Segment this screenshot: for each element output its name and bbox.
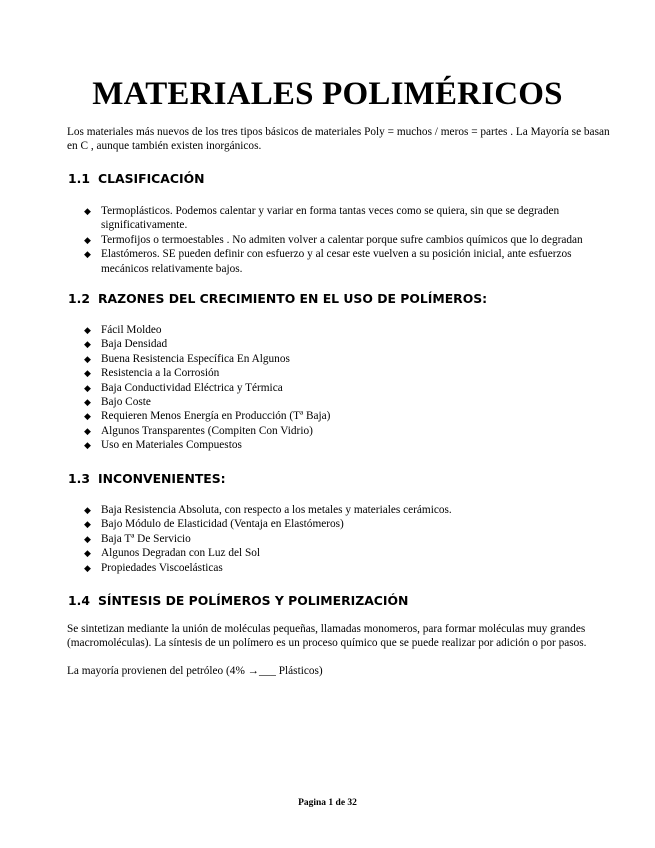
list-item: ◆ Algunos Degradan con Luz del Sol	[84, 547, 261, 560]
list-item: ◆ Elastómeros. SE pueden definir con esfuerzo y al cesar este vuelven a su posición inicial, ante esfuerzos mecánicos relativamente bajos.	[84, 248, 572, 275]
list-item: ◆ Requieren Menos Energía en Producción (Tª Baja)	[84, 410, 331, 423]
section-heading-clasificacion	[68, 171, 204, 186]
bullet-icon: ◆	[84, 411, 91, 422]
bullet-icon: ◆	[84, 325, 91, 335]
list-item: ◆ Bajo Coste	[84, 396, 151, 409]
list-item: ◆ Buena Resistencia Específica En Algunos	[84, 352, 290, 365]
bullet-icon: ◆	[84, 548, 91, 559]
list-item: ◆ Baja Conductividad Eléctrica y Térmica	[84, 381, 283, 394]
list-item: ◆ Baja Densidad	[84, 338, 168, 351]
section-title: RAZONES DEL CRECIMIENTO EN EL USO DE POLÍMEROS:	[98, 291, 488, 306]
list-item: ◆ Baja Resistencia Absoluta, con respecto a los metales y materiales cerámicos.	[84, 504, 452, 516]
bullet-icon: ◆	[84, 562, 91, 573]
list-item: ◆ Resistencia a la Corrosión	[84, 367, 220, 380]
sintesis-paragraph: Se sintetizan mediante la unión de moléculas pequeñas, llamadas monomeros, para formar moléculas muy grandes (macromoléculas). La síntesis de un polímero es un proceso químico que se puede realizar por adición o por pasos.	[67, 623, 587, 649]
bullet-icon: ◆	[84, 368, 91, 379]
bullet-icon: ◆	[84, 519, 91, 530]
list-item: ◆ Termofijos o termoestables . No admiten volver a calentar porque sufre cambios químicos que lo degradan	[84, 233, 583, 246]
inconvenientes-list	[84, 503, 609, 575]
section-title: CLASIFICACIÓN	[98, 171, 205, 186]
section-heading-razones	[68, 291, 487, 306]
section-heading-sintesis	[68, 593, 408, 608]
intro-paragraph: Los materiales más nuevos de los tres tipos básicos de materiales Poly = muchos / meros = partes . La Mayoría se basan en C , aunque también existen inorgánicos.	[67, 126, 610, 152]
list-item: ◆ Propiedades Viscoelásticas	[84, 561, 223, 574]
bullet-icon: ◆	[84, 339, 91, 350]
bullet-icon: ◆	[84, 353, 91, 364]
clasificacion-list	[84, 204, 609, 276]
section-title: INCONVENIENTES:	[98, 471, 226, 486]
list-item: ◆ Algunos Transparentes (Compiten Con Vidrio)	[84, 424, 313, 437]
list-item: ◆ Bajo Módulo de Elasticidad (Ventaja en Elastómeros)	[84, 518, 344, 531]
section-heading-inconvenientes	[68, 471, 226, 486]
bullet-icon: ◆	[84, 440, 91, 451]
list-item: ◆ Termoplásticos. Podemos calentar y variar en forma tantas veces como se quiera, sin que se degraden significativamente.	[84, 205, 560, 232]
bullet-icon: ◆	[84, 397, 91, 408]
bullet-icon: ◆	[84, 249, 91, 260]
bullet-icon: ◆	[84, 425, 91, 436]
section-number: 1.3	[68, 471, 90, 486]
list-item: ◆ Fácil Moldeo	[84, 324, 162, 336]
petroleo-paragraph: La mayoría provienen del petróleo (4% →___ Plásticos)	[67, 665, 323, 677]
list-item: ◆ Baja Tª De Servicio	[84, 532, 191, 545]
bullet-icon: ◆	[84, 533, 91, 544]
bullet-icon: ◆	[84, 382, 91, 393]
bullet-icon: ◆	[84, 234, 91, 245]
page-footer: Pagina 1 de 32	[298, 798, 357, 808]
bullet-icon: ◆	[84, 505, 91, 515]
section-title: SÍNTESIS DE POLÍMEROS Y POLIMERIZACIÓN	[98, 593, 409, 608]
razones-list	[84, 323, 609, 453]
document-title: MATERIALES POLIMÉRICOS	[92, 76, 563, 112]
bullet-icon: ◆	[84, 206, 91, 216]
section-number: 1.4	[68, 593, 90, 608]
section-number: 1.1	[68, 171, 90, 186]
list-item: ◆ Uso en Materiales Compuestos	[84, 439, 242, 452]
section-number: 1.2	[68, 291, 90, 306]
